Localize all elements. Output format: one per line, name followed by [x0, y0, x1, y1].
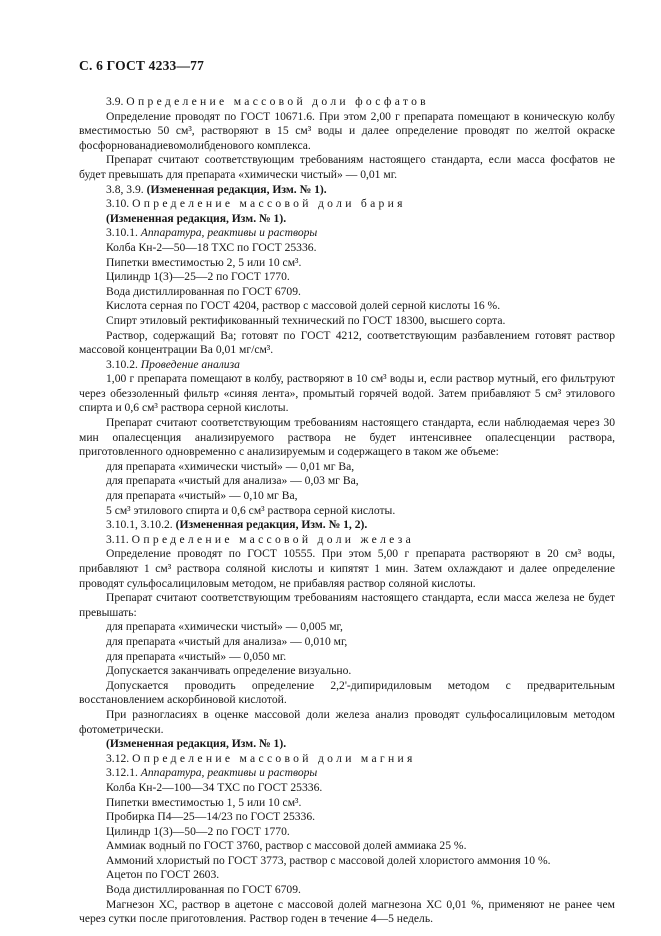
section-title: Определение массовой доли фосфатов — [126, 95, 429, 108]
list-item: для препарата «чистый» — 0,10 мг Ва, — [106, 489, 298, 503]
paragraph: Магнезон ХС, раствор в ацетоне с массовой долей магнезона ХС 0,01 %, применяют не ранее чем через сутки после приготовления. Раствор годен в течение 4—5 недель. — [79, 897, 615, 926]
section-number: 3.10. — [106, 197, 130, 211]
subsection-heading — [79, 358, 615, 373]
paragraph: При разногласиях в оценке массовой доли железа анализ проводят сульфосалициловым методом фотометрически. — [79, 707, 615, 736]
paragraph: Препарат считают соответствующим требованиям настоящего стандарта, если масса фосфатов не будет превышать для препарата «химически чистый» — 0,01 мг. — [79, 153, 615, 181]
list-item: для препарата «химически чистый» — 0,01 мг Ва, — [106, 459, 355, 473]
paragraph: Препарат считают соответствующим требованиям настоящего стандарта, если наблюдаемая через 30 мин опалесценция анализируемого раствора не будет интенсивнее опалесценции раствора, приготовленного одновременно с анализируемым и содержащего в таком же объеме: — [79, 416, 615, 459]
section-number: 3.12.1. — [106, 766, 138, 780]
list-item: Пробирка П4—25—14/23 по ГОСТ 25336. — [106, 810, 316, 824]
list-item: для препарата «чистый» — 0,050 мг. — [106, 649, 287, 663]
list-item: для препарата «химически чистый» — 0,005 мг, — [106, 620, 343, 634]
page-header: С. 6 ГОСТ 4233—77 — [79, 58, 205, 73]
list-item: Цилиндр 1(3)—25—2 по ГОСТ 1770. — [106, 270, 290, 284]
list-item: Пипетки вместимостью 1, 5 или 10 см³. — [106, 795, 302, 809]
subsection-heading — [79, 226, 615, 241]
paragraph: Допускается проводить определение 2,2'-дипиридиловым методом с предварительным восстановлением аскорбиновой кислотой. — [79, 678, 615, 707]
list-item: Аммоний хлористый по ГОСТ 3773, раствор с массовой долей хлористого аммония 10 %. — [106, 853, 551, 867]
list-item: 5 см³ этилового спирта и 0,6 см³ раствора серной кислоты. — [106, 503, 396, 517]
section-title: Определение массовой доли железа — [131, 532, 415, 546]
section-heading-3-9 — [79, 95, 615, 110]
list-item: Пипетки вместимостью 2, 5 или 10 см³. — [106, 255, 302, 269]
section-number: 3.8, 3.9. — [106, 182, 144, 196]
list-item: Вода дистиллированная по ГОСТ 6709. — [106, 883, 301, 897]
list-item: Допускается заканчивать определение визуально. — [106, 664, 352, 678]
subsection-title: Проведение анализа — [140, 357, 240, 371]
paragraph: 1,00 г препарата помещают в колбу, растворяют в 10 см³ воды и, если раствор мутный, его фильтруют через обеззоленный фильтр «синяя лента», промытый горячей водой. Затем прибавляют 5 см³ этилового спирта и 0,6 см³ раствора серной кислоты. — [79, 372, 615, 415]
list-item: Спирт этиловый ректификованный технический по ГОСТ 18300, высшего сорта. — [106, 313, 506, 327]
amendment-text: (Измененная редакция, Изм. № 1, 2). — [175, 518, 368, 532]
list-item: Колба Кн-2—50—18 ТХС по ГОСТ 25336. — [106, 240, 317, 254]
list-item: для препарата «чистый для анализа» — 0,03 мг Ва, — [106, 474, 359, 488]
list-item: Колба Кн-2—100—34 ТХС по ГОСТ 25336. — [106, 780, 323, 794]
amendment-text: (Измененная редакция, Изм. № 1). — [146, 182, 327, 196]
section-number: 3.9. — [106, 95, 124, 108]
list-item: Ацетон по ГОСТ 2603. — [106, 868, 220, 882]
amendment-note — [79, 183, 615, 198]
document-body — [79, 95, 615, 927]
list-item: Вода дистиллированная по ГОСТ 6709. — [106, 284, 301, 298]
section-number: 3.10.1, 3.10.2. — [106, 518, 173, 532]
list-item: Цилиндр 1(3)—50—2 по ГОСТ 1770. — [106, 824, 290, 838]
list-item: Кислота серная по ГОСТ 4204, раствор с массовой долей серной кислоты 16 %. — [106, 299, 501, 313]
section-number: 3.10.2. — [106, 357, 138, 371]
section-title: Определение массовой доли бария — [132, 197, 406, 211]
amendment-note: (Измененная редакция, Изм. № 1). — [106, 737, 287, 751]
amendment-note: (Измененная редакция, Изм. № 1). — [106, 211, 287, 225]
paragraph: Препарат считают соответствующим требованиям настоящего стандарта, если масса железа не будет превышать: — [79, 591, 615, 619]
paragraph: Определение проводят по ГОСТ 10555. При этом 5,00 г препарата растворяют в 20 см³ воды, прибавляют 1 см³ раствора соляной кислоты и кипятят 1 мин. Затем охлаждают и далее определение проводят сульфосалициловым методом, не прибавляя раствор соляной кислоты. — [79, 547, 615, 590]
list-item: для препарата «чистый для анализа» — 0,010 мг, — [106, 634, 348, 648]
subsection-title: Аппаратура, реактивы и растворы — [140, 766, 318, 780]
section-heading-3-12 — [79, 752, 615, 767]
paragraph: Определение проводят по ГОСТ 10671.6. При этом 2,00 г препарата помещают в коническую колбу вместимостью 50 см³, растворяют в 15 см³ воды и далее определение проводят по желтой окраске фосфорнованадиевомолибденового комплекса. — [79, 109, 615, 152]
section-number: 3.10.1. — [106, 226, 138, 240]
subsection-heading — [79, 766, 615, 781]
section-heading-3-10 — [79, 197, 615, 212]
paragraph: Раствор, содержащий Ва; готовят по ГОСТ 4212, соответствующим разбавлением готовят раствор массовой концентрации Ва 0,01 мг/см³. — [79, 328, 615, 357]
amendment-note — [79, 518, 615, 533]
section-number: 3.12. — [106, 751, 130, 765]
section-title: Определение массовой доли магния — [132, 751, 416, 765]
subsection-title: Аппаратура, реактивы и растворы — [140, 226, 318, 240]
section-number: 3.11. — [106, 532, 129, 546]
section-heading-3-11 — [79, 533, 615, 548]
list-item: Аммиак водный по ГОСТ 3760, раствор с массовой долей аммиака 25 %. — [106, 839, 467, 853]
